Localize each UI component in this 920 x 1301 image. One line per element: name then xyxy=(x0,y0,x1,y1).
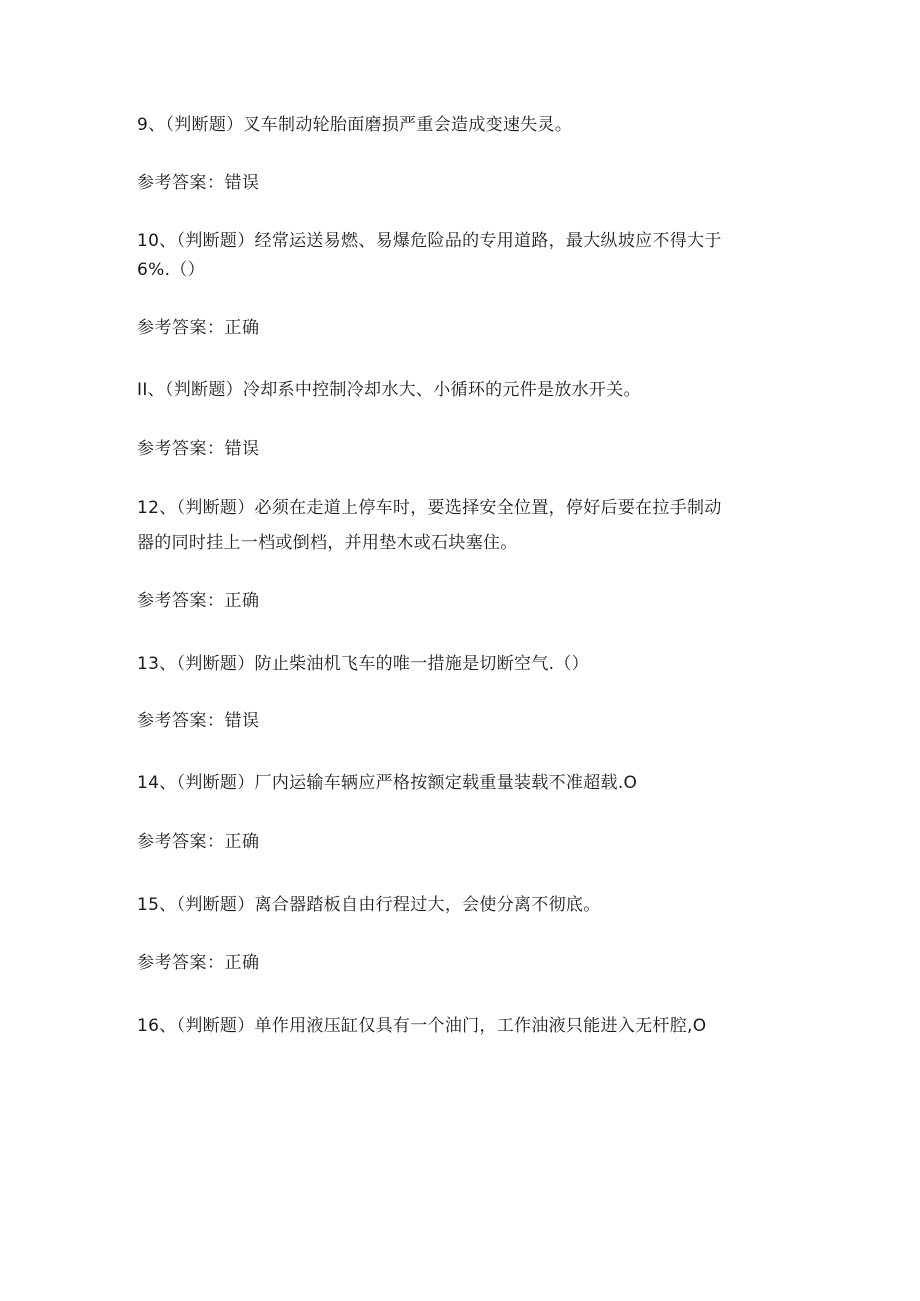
question-12-text-line-2: 器的同时挂上一档或倒档，并用垫木或石块塞住。 xyxy=(137,533,518,553)
answer-13: 参考答案：错误 xyxy=(137,711,260,731)
question-11-text: II、（判断题）冷却系中控制冷却水大、小循环的元件是放水开关。 xyxy=(137,380,641,400)
answer-9: 参考答案：错误 xyxy=(137,173,260,193)
answer-11: 参考答案：错误 xyxy=(137,439,260,459)
answer-12: 参考答案：正确 xyxy=(137,591,260,611)
question-10-text-line-2: 6%.（） xyxy=(137,260,205,280)
question-13-text: 13、（判断题）防止柴油机飞车的唯一措施是切断空气.（） xyxy=(137,654,589,674)
question-14-text: 14、（判断题）厂内运输车辆应严格按额定载重量装载不准超载.O xyxy=(137,773,638,793)
question-9-text: 9、（判断题）叉车制动轮胎面磨损严重会造成变速失灵。 xyxy=(137,115,573,135)
question-16-text: 16、（判断题）单作用液压缸仅具有一个油门，工作油液只能进入无杆腔,O xyxy=(137,1016,707,1036)
answer-15: 参考答案：正确 xyxy=(137,953,260,973)
answer-14: 参考答案：正确 xyxy=(137,832,260,852)
question-12-text-line-1: 12、（判断题）必须在走道上停车时，要选择安全位置，停好后要在拉手制动 xyxy=(137,498,722,518)
question-10-text-line-1: 10、（判断题）经常运送易燃、易爆危险品的专用道路，最大纵坡应不得大于 xyxy=(137,231,722,251)
answer-10: 参考答案：正确 xyxy=(137,318,260,338)
question-15-text: 15、（判断题）离合器踏板自由行程过大，会使分离不彻底。 xyxy=(137,895,601,915)
